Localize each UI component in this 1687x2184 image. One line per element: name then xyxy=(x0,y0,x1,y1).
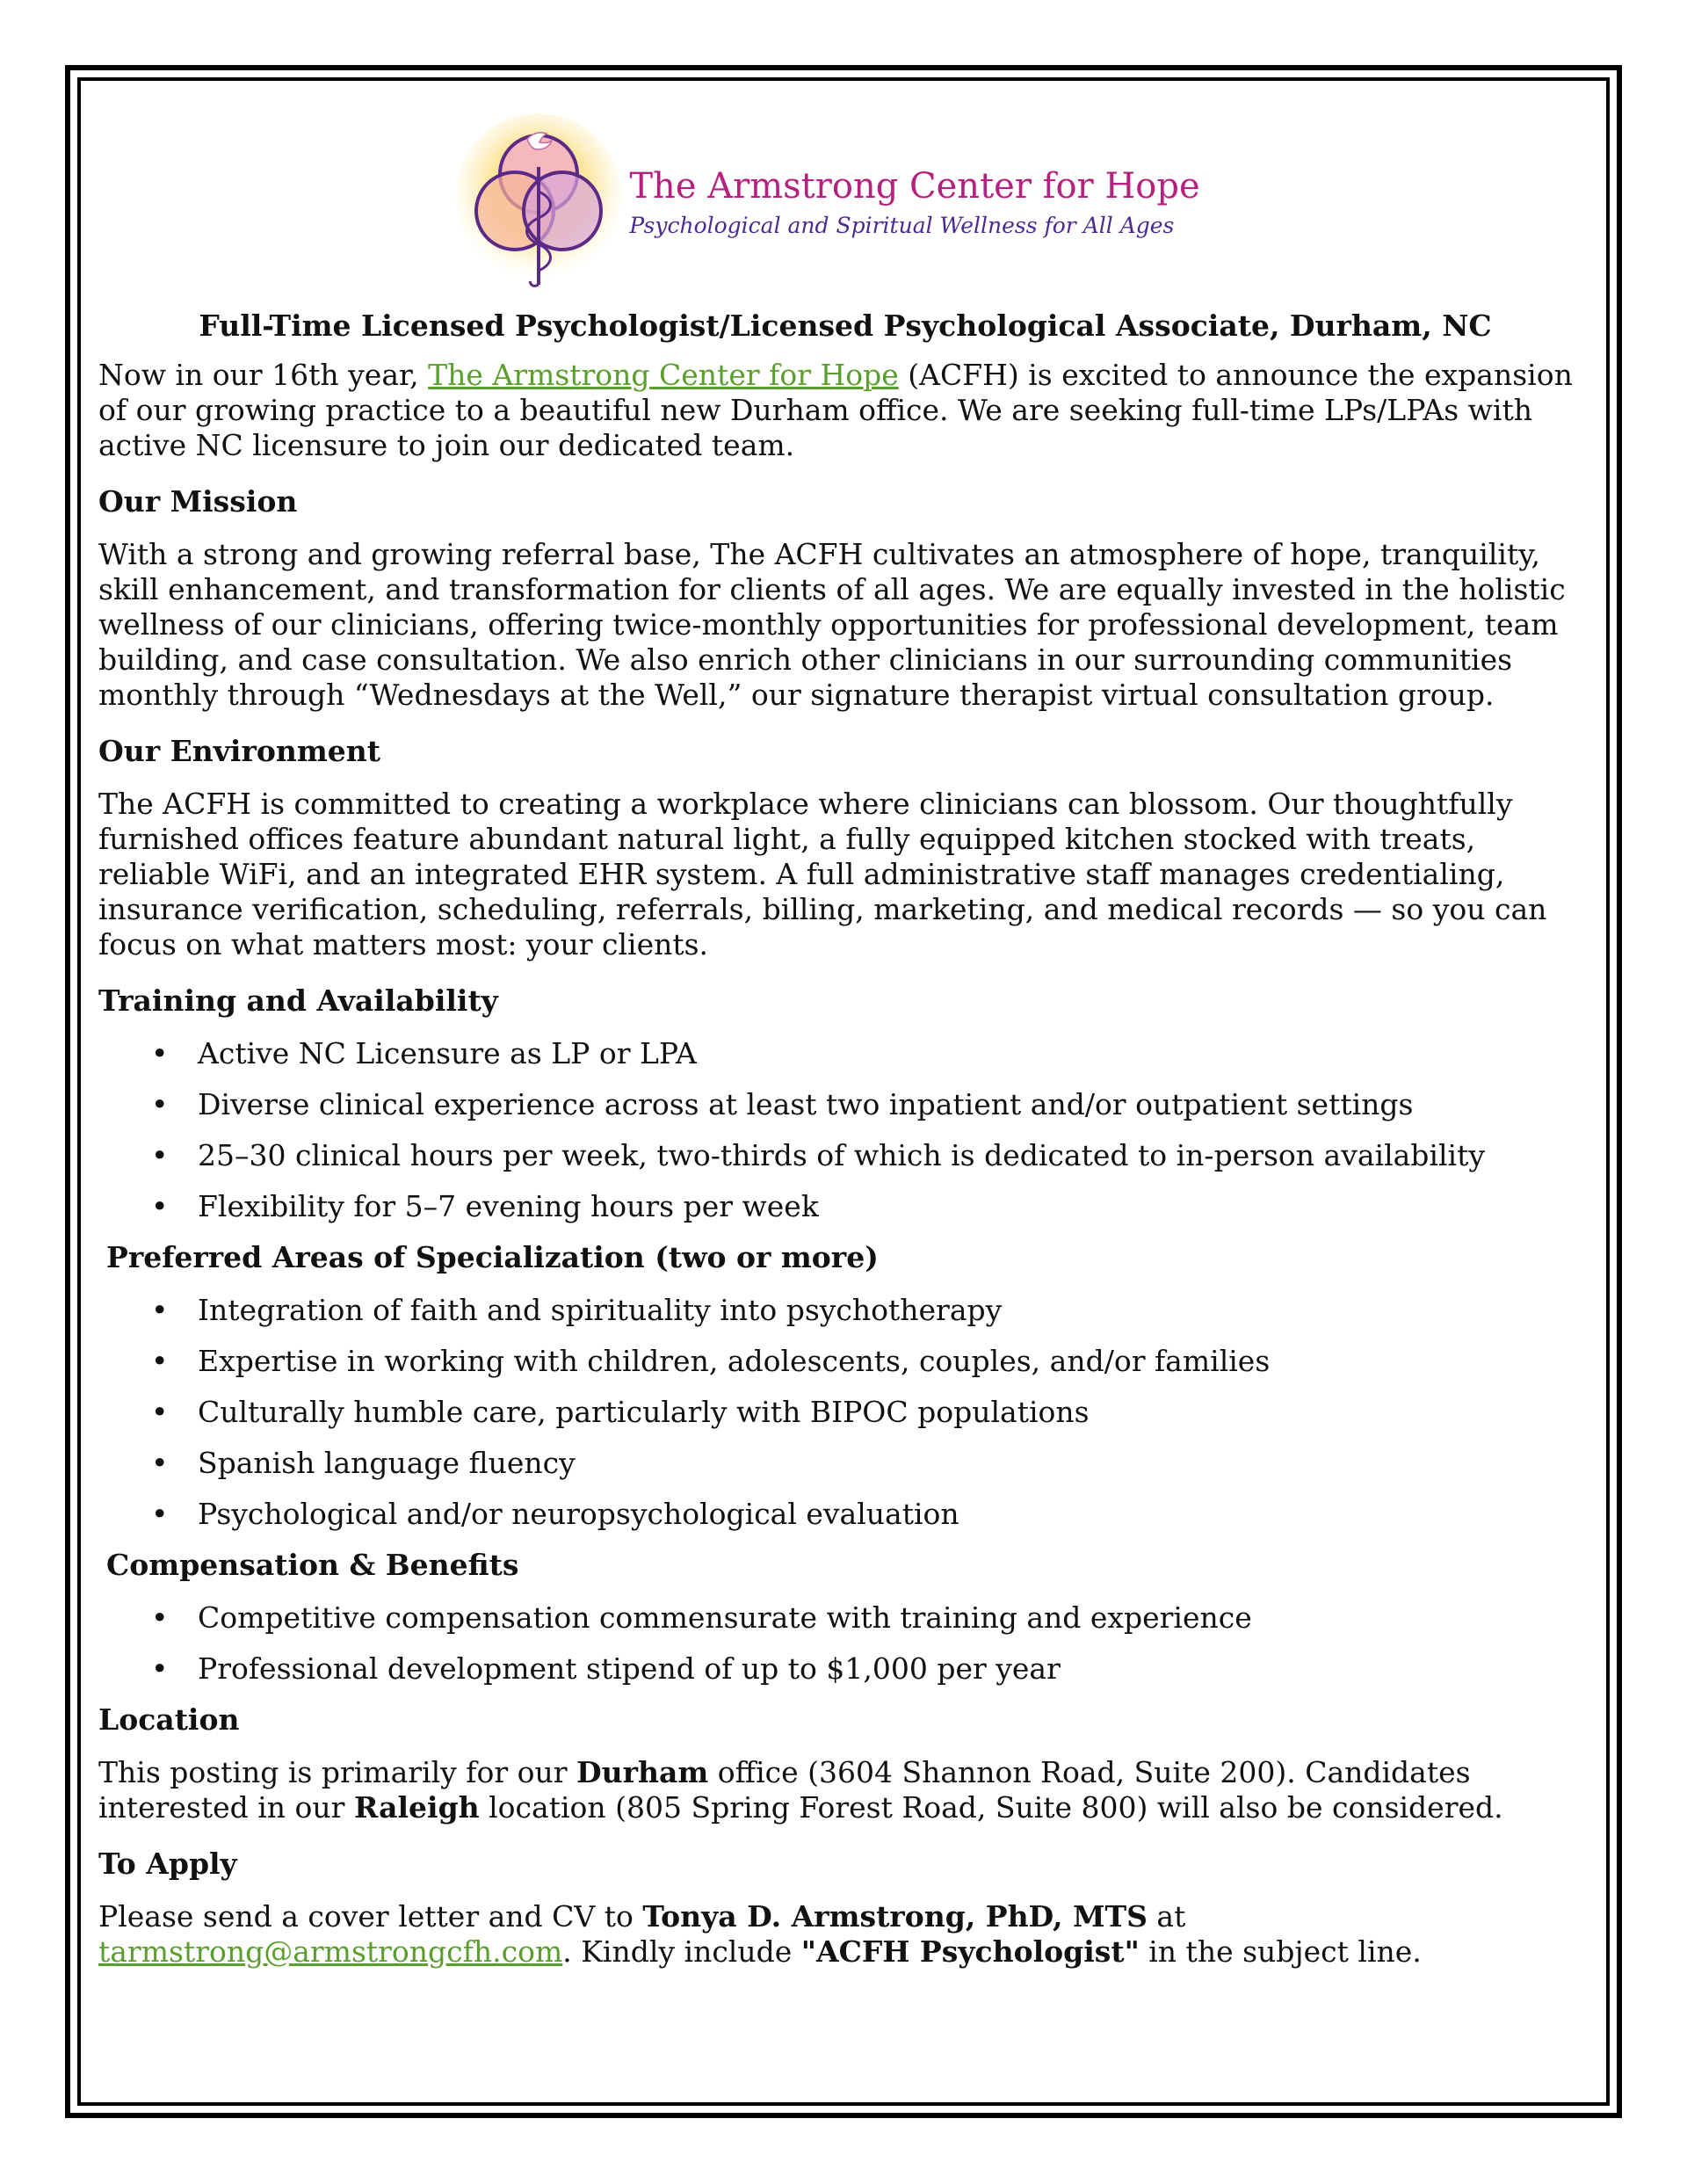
list-item xyxy=(98,1446,1592,1481)
document-body xyxy=(98,112,1592,1991)
intro-text-post: (ACFH) is excited to announce the expansion of our growing practice to a beautiful new Durham office. We are seeking full-time LPs/LPAs with active NC licensure to join our dedicated team. xyxy=(98,358,1573,462)
bullet-icon: • xyxy=(151,1293,169,1327)
apply-text: in the subject line. xyxy=(1139,1934,1422,1969)
list-item xyxy=(98,1600,1592,1636)
list-item-text: Competitive compensation commensurate with training and experience xyxy=(198,1600,1252,1635)
email-link[interactable]: tarmstrong@armstrongcfh.com xyxy=(98,1934,563,1969)
intro-text-pre: Now in our 16th year, xyxy=(98,358,429,392)
list-item xyxy=(98,1651,1592,1687)
logo-emblem-icon xyxy=(455,112,622,293)
location-paragraph xyxy=(98,1755,1592,1825)
list-item xyxy=(98,1293,1592,1328)
apply-text: at xyxy=(1147,1899,1186,1934)
list-item xyxy=(98,1189,1592,1224)
mission-heading: Our Mission xyxy=(98,484,298,519)
list-item-text: Spanish language fluency xyxy=(198,1446,576,1480)
environment-paragraph: The ACFH is committed to creating a workplace where clinicians can blossom. Our thoughtfully furnished offices feature abundant natural light, a fully equipped kitchen stocked with treats, reliable WiFi, and an integrated EHR system. A full administrative staff manages credentialing, insurance verification, scheduling, referrals, billing, marketing, and medical records — so you can focus on what matters most: your clients. xyxy=(98,787,1547,961)
logo xyxy=(98,112,1592,293)
mission-paragraph: With a strong and growing referral base, The ACFH cultivates an atmosphere of hope, tranquility, skill enhancement, and transformation for clients of all ages. We are equally invested in the holistic wellness of our clinicians, offering twice-monthly opportunities for professional development, team building, and case consultation. We also enrich other clinicians in our surrounding communities monthly through “Wednesdays at the Well,” our signature therapist virtual consultation group. xyxy=(98,537,1566,712)
bullet-icon: • xyxy=(151,1189,169,1223)
logo-tagline: Psychological and Spiritual Wellness for All Ages xyxy=(629,212,1175,238)
location-heading: Location xyxy=(98,1702,240,1737)
durham-label: Durham xyxy=(576,1755,709,1789)
list-item-text: Culturally humble care, particularly with BIPOC populations xyxy=(198,1395,1090,1429)
location-text: location (805 Spring Forest Road, Suite 800) will also be considered. xyxy=(479,1790,1503,1825)
bullet-icon: • xyxy=(151,1087,169,1121)
bullet-icon: • xyxy=(151,1446,169,1480)
bullet-icon: • xyxy=(151,1036,169,1070)
specialization-list xyxy=(98,1293,1592,1532)
apply-heading: To Apply xyxy=(98,1847,237,1881)
raleigh-label: Raleigh xyxy=(353,1790,480,1825)
list-item xyxy=(98,1036,1592,1071)
bullet-icon: • xyxy=(151,1497,169,1531)
list-item xyxy=(98,1344,1592,1379)
list-item-text: Active NC Licensure as LP or LPA xyxy=(198,1036,697,1070)
list-item-text: Psychological and/or neuropsychological evaluation xyxy=(198,1497,959,1531)
list-item-text: Integration of faith and spirituality into psychotherapy xyxy=(198,1293,1003,1327)
list-item-text: Diverse clinical experience across at least two inpatient and/or outpatient settings xyxy=(198,1087,1414,1121)
bullet-icon: • xyxy=(151,1395,169,1429)
list-item-text: Expertise in working with children, adolescents, couples, and/or families xyxy=(198,1344,1271,1378)
specialization-heading: Preferred Areas of Specialization (two or more) xyxy=(106,1240,879,1274)
apply-text: Please send a cover letter and CV to xyxy=(98,1899,643,1934)
training-heading: Training and Availability xyxy=(98,983,498,1018)
compensation-heading: Compensation & Benefits xyxy=(106,1548,519,1582)
list-item xyxy=(98,1497,1592,1532)
page-title: Full-Time Licensed Psychologist/Licensed Psychological Associate, Durham, NC xyxy=(199,308,1492,343)
bullet-icon: • xyxy=(151,1600,169,1635)
bullet-icon: • xyxy=(151,1344,169,1378)
compensation-list xyxy=(98,1600,1592,1687)
apply-paragraph xyxy=(98,1899,1592,1970)
list-item xyxy=(98,1087,1592,1122)
bullet-icon: • xyxy=(151,1651,169,1686)
subject-line-label: "ACFH Psychologist" xyxy=(800,1934,1140,1969)
list-item-text: Professional development stipend of up to $1,000 per year xyxy=(198,1651,1061,1686)
contact-name: Tonya D. Armstrong, PhD, MTS xyxy=(642,1899,1148,1934)
list-item xyxy=(98,1395,1592,1430)
intro-paragraph xyxy=(98,358,1592,463)
bullet-icon: • xyxy=(151,1138,169,1172)
apply-text: . Kindly include xyxy=(562,1934,801,1969)
list-item xyxy=(98,1138,1592,1173)
list-item-text: Flexibility for 5–7 evening hours per week xyxy=(198,1189,819,1223)
logo-title: The Armstrong Center for Hope xyxy=(629,165,1200,207)
list-item-text: 25–30 clinical hours per week, two-thirds of which is dedicated to in-person availability xyxy=(198,1138,1486,1172)
location-text: This posting is primarily for our xyxy=(98,1755,577,1789)
location-text: office (3604 Shannon Road, Suite 200). Candidates interested in our xyxy=(98,1755,1471,1825)
training-list xyxy=(98,1036,1592,1224)
acfh-link[interactable]: The Armstrong Center for Hope xyxy=(428,358,899,392)
environment-heading: Our Environment xyxy=(98,734,381,768)
